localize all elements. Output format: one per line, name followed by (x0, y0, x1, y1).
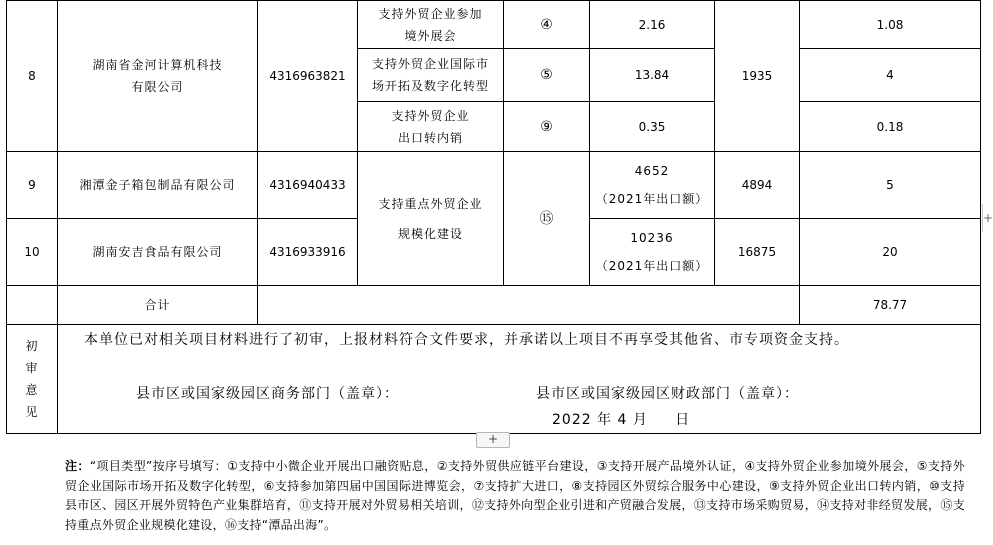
export-total: 4894 (715, 152, 800, 219)
total-value: 78.77 (800, 286, 981, 325)
credit-code: 4316963821 (258, 1, 358, 152)
opinion-date: 2022 年 4 月 日 (552, 412, 691, 428)
footnote-text: “项目类型”按序号填写：①支持中小微企业开展出口融资贴息，②支持外贸供应链平台建设，③支持开展产品境外认证，④支持外贸企业参加境外展会，⑤支持外贸企业国际市场开拓及数字化转型，⑥支持参加第四届中国国际进博览会，⑦支持扩大进口，⑧支持园区外贸综合服务中心建设，⑨支持外贸企业出口转内销，⑩支持县市区、园区开展外贸特色产业集群培育，⑪支持开展对外贸易相关培训，⑫支持外向型企业引进和产贸融合发展，⑬支持市场采购贸易，⑭支持对非经贸发展，⑮支持重点外贸企业规模化建设，⑯支持“潭品出海”。 (65, 459, 965, 532)
opinion-label: 初 审 意 见 (7, 325, 58, 434)
add-row-button[interactable]: + (476, 432, 510, 448)
total-row (7, 286, 981, 325)
project-amount: 10236 （2021年出口额） (590, 219, 715, 286)
support-amount: 20 (800, 219, 981, 286)
footnote-lead: 注： (65, 459, 90, 473)
table-row (7, 1, 981, 49)
project-amount: 0.35 (590, 102, 715, 152)
support-amount: 0.18 (800, 102, 981, 152)
project-type: 支持外贸企业 出口转内销 (358, 102, 504, 152)
page-edge-handle[interactable]: + (982, 204, 992, 232)
finance-seal-label: 县市区或国家级园区财政部门（盖章）： (536, 386, 799, 402)
commerce-seal-label: 县市区或国家级园区商务部门（盖章）： (136, 386, 399, 402)
row-number: 8 (7, 1, 58, 152)
project-type-symbol: ⑨ (504, 102, 590, 152)
project-type: 支持外贸企业参加 境外展会 (358, 1, 504, 49)
project-type-symbol: ⑮ (504, 152, 590, 286)
project-type: 支持外贸企业国际市 场开拓及数字化转型 (358, 49, 504, 102)
opinion-statement: 本单位已对相关项目材料进行了初审，上报材料符合文件要求，并承诺以上项目不再享受其他省、市专项资金支持。 (84, 332, 849, 348)
company-name: 湘潭金子箱包制品有限公司 (58, 152, 258, 219)
export-total: 16875 (715, 219, 800, 286)
row-number: 10 (7, 219, 58, 286)
company-name: 湖南安吉食品有限公司 (58, 219, 258, 286)
table-row (7, 152, 981, 219)
credit-code: 4316940433 (258, 152, 358, 219)
company-name: 湖南省金河计算机科技 有限公司 (58, 1, 258, 152)
total-label: 合计 (58, 286, 258, 325)
export-total: 1935 (715, 1, 800, 152)
support-amount: 1.08 (800, 1, 981, 49)
footnote (65, 457, 965, 535)
opinion-row (7, 325, 981, 434)
project-type-symbol: ⑤ (504, 49, 590, 102)
project-amount: 2.16 (590, 1, 715, 49)
row-number: 9 (7, 152, 58, 219)
project-type-symbol: ④ (504, 1, 590, 49)
credit-code: 4316933916 (258, 219, 358, 286)
project-type: 支持重点外贸企业 规模化建设 (358, 152, 504, 286)
project-table (6, 0, 981, 434)
project-amount: 4652 （2021年出口额） (590, 152, 715, 219)
support-amount: 5 (800, 152, 981, 219)
project-amount: 13.84 (590, 49, 715, 102)
support-amount: 4 (800, 49, 981, 102)
